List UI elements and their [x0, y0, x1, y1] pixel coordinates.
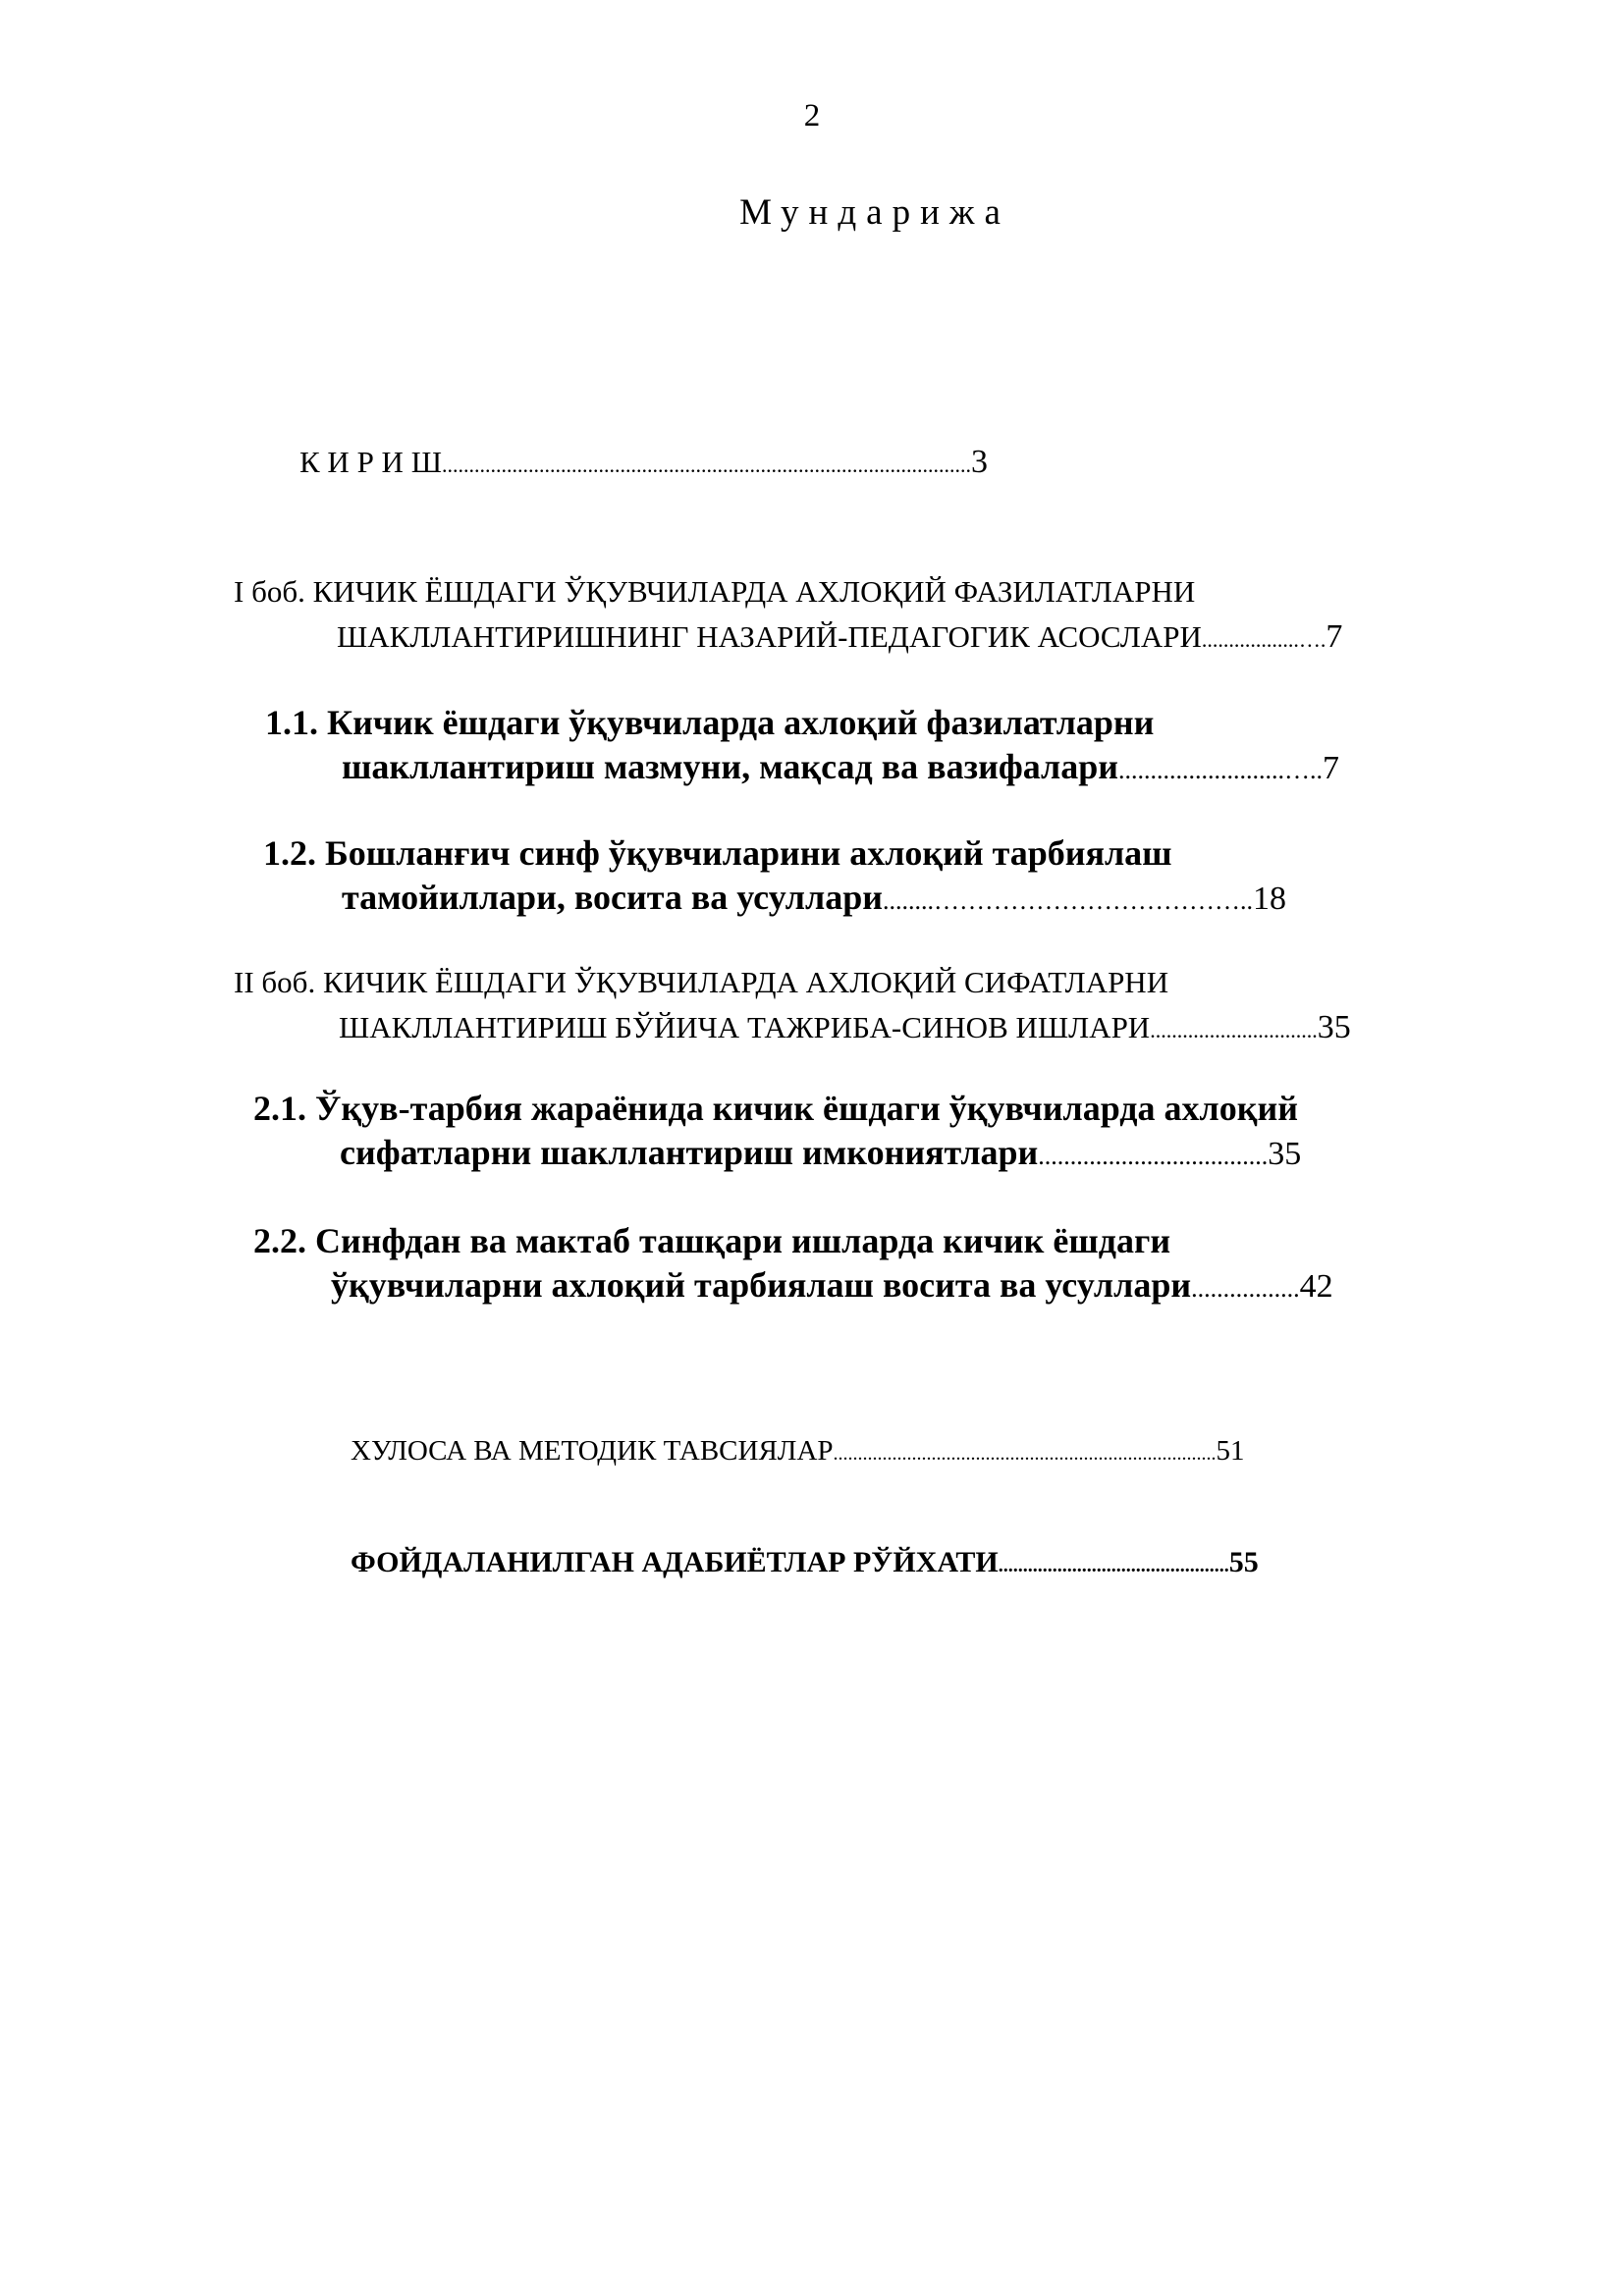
- toc-leader-dots: ........………………………………..: [882, 886, 1253, 915]
- toc-entry-label: ШАКЛЛАНТИРИШНИНГ НАЗАРИЙ-ПЕДАГОГИК АСОСЛАРИ: [337, 619, 1202, 654]
- toc-chapter-1-line-1[interactable]: I боб. КИЧИК ЁШДАГИ ЎҚУВЧИЛАРДА АХЛОҚИЙ ФАЗИЛАТЛАРНИ: [234, 574, 1196, 609]
- toc-entry-label: ўқувчиларни ахлоқий тарбиялаш восита ва усуллари: [331, 1265, 1192, 1305]
- toc-leader-dots: ..................................................................................................: [441, 453, 971, 477]
- toc-entry-label: ШАКЛЛАНТИРИШ БЎЙИЧА ТАЖРИБА-СИНОВ ИШЛАРИ: [339, 1010, 1151, 1044]
- toc-section-2-1-line-2[interactable]: [340, 1132, 1301, 1173]
- toc-leader-dots: ...............................: [1150, 1018, 1318, 1042]
- toc-section-2-1-line-1[interactable]: 2.1. Ўқув-тарбия жараёнида кичик ёшдаги ўқувчиларда ахлоқий: [253, 1089, 1298, 1128]
- toc-page-number: 3: [970, 444, 988, 480]
- toc-page-number: 7: [1323, 750, 1340, 786]
- toc-leader-dots: ...............................................: [998, 1555, 1229, 1576]
- toc-page-number: 18: [1252, 881, 1286, 917]
- page-title: Мундарижа: [739, 192, 1010, 233]
- toc-section-1-2-line-2[interactable]: [342, 877, 1286, 918]
- toc-entry-label: ХУЛОСА ВА МЕТОДИК ТАВСИЯЛАР: [351, 1435, 834, 1467]
- toc-entry-intro[interactable]: [299, 444, 988, 481]
- toc-chapter-2-line-2[interactable]: [339, 1009, 1351, 1046]
- toc-page-number: 7: [1326, 618, 1343, 655]
- toc-entry-label: К И Р И Ш: [299, 445, 442, 479]
- toc-leader-dots: .................: [1191, 1274, 1300, 1303]
- page-number: 2: [803, 98, 821, 133]
- toc-section-1-1-line-2[interactable]: [342, 746, 1339, 787]
- toc-section-1-1-line-1[interactable]: 1.1. Кичик ёшдаги ўқувчиларда ахлоқий фазилатларни: [265, 703, 1155, 742]
- toc-entry-conclusion[interactable]: [351, 1431, 1245, 1468]
- toc-leader-dots: ..............................................................................: [833, 1443, 1217, 1465]
- toc-section-1-2-line-1[interactable]: 1.2. Бошланғич синф ўқувчиларини ахлоқий тарбиялаш: [263, 833, 1172, 873]
- toc-leader-dots: ..................….: [1201, 627, 1326, 652]
- toc-leader-dots: ..........................…..: [1118, 756, 1324, 784]
- toc-section-2-2-line-1[interactable]: 2.2. Синфдан ва мактаб ташқари ишларда кичик ёшдаги: [253, 1221, 1171, 1260]
- toc-entry-references[interactable]: [351, 1546, 1259, 1579]
- toc-entry-label: тамойиллари, восита ва усуллари: [342, 878, 883, 917]
- toc-leader-dots: ....................................: [1038, 1142, 1269, 1170]
- toc-entry-label: шакллантириш мазмуни, мақсад ва вазифалари: [342, 747, 1119, 786]
- toc-page-number: 35: [1317, 1009, 1351, 1045]
- toc-chapter-2-line-1[interactable]: II боб. КИЧИК ЁШДАГИ ЎҚУВЧИЛАРДА АХЛОҚИЙ СИФАТЛАРНИ: [234, 965, 1169, 999]
- toc-page-number: 42: [1299, 1268, 1333, 1305]
- toc-page-number: 35: [1268, 1136, 1302, 1172]
- toc-page-number: 51: [1216, 1435, 1245, 1467]
- toc-section-2-2-line-2[interactable]: [331, 1264, 1333, 1306]
- toc-chapter-1-line-2[interactable]: [337, 618, 1342, 656]
- toc-page-number: 55: [1228, 1546, 1259, 1578]
- toc-entry-label: ФОЙДАЛАНИЛГАН АДАБИЁТЛАР РЎЙХАТИ: [351, 1546, 999, 1578]
- toc-entry-label: сифатларни шакллантириш имкониятлари: [340, 1133, 1039, 1172]
